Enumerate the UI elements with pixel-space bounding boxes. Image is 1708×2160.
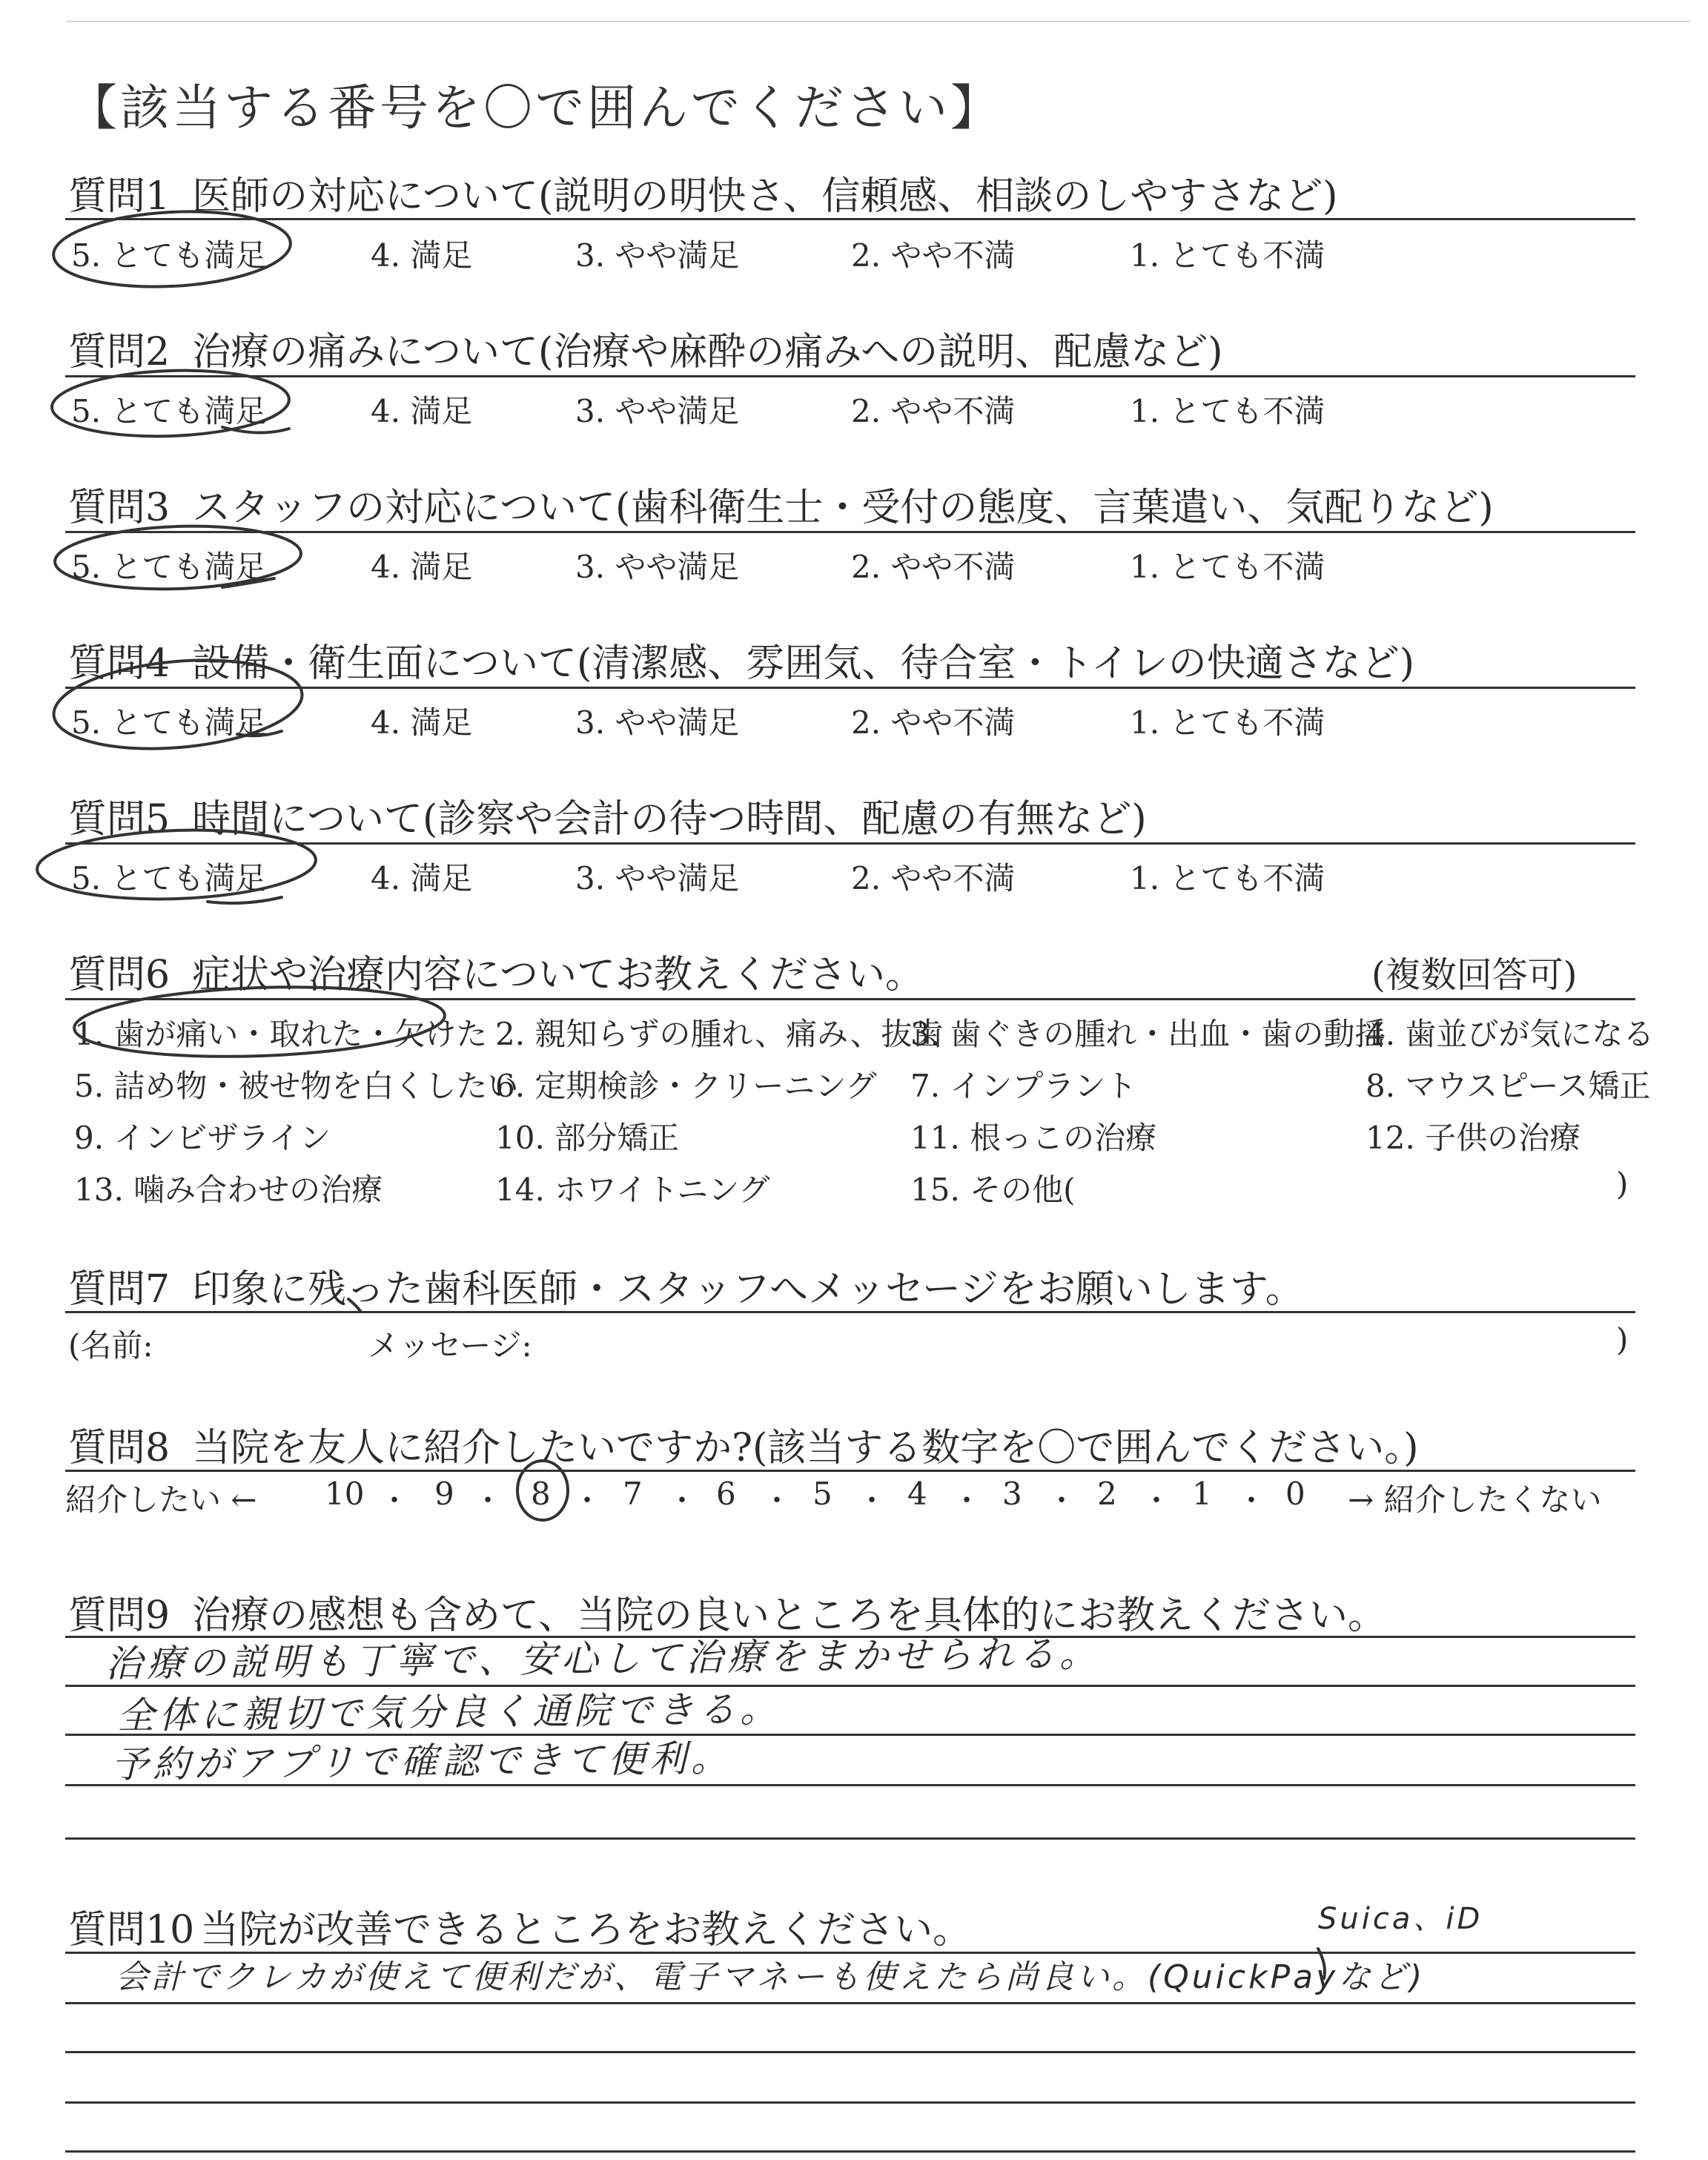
- question-title: [68, 1898, 971, 1954]
- option-2[interactable]: 2. やや不満: [851, 704, 1016, 741]
- question-title: [68, 320, 1223, 376]
- symptom-option-13[interactable]: 13. 噛み合わせの治療: [74, 1172, 383, 1208]
- symptom-option-15[interactable]: 15. その他(: [910, 1172, 1076, 1208]
- question-text: 時間について(診察や会計の待つ時間、配慮の有無など): [192, 797, 1147, 842]
- option-3[interactable]: 3. やや満足: [575, 237, 740, 274]
- rule: [65, 1311, 1635, 1313]
- option-2[interactable]: 2. やや不満: [851, 393, 1016, 429]
- scale-dot: ・: [473, 1484, 503, 1518]
- scale-4[interactable]: 4: [907, 1476, 927, 1512]
- option-2[interactable]: 2. やや不満: [851, 860, 1016, 896]
- scale-10[interactable]: 10: [325, 1476, 365, 1512]
- scale-6[interactable]: 6: [716, 1476, 736, 1512]
- question-title: [68, 165, 1338, 220]
- rule: [65, 531, 1635, 533]
- scale-dot: ・: [380, 1484, 409, 1518]
- rule: [65, 375, 1635, 377]
- multiple-answers-note: (複数回答可): [1371, 954, 1578, 996]
- option-2[interactable]: 2. やや不満: [851, 237, 1016, 274]
- question-number: 質問3: [68, 486, 171, 530]
- scale-2[interactable]: 2: [1097, 1476, 1117, 1512]
- option-4[interactable]: 4. 満足: [371, 237, 473, 274]
- symptom-option-9[interactable]: 9. インビザライン: [74, 1120, 331, 1156]
- question-text: 設備・衛生面について(清潔感、雰囲気、待合室・トイレの快適さなど): [192, 641, 1415, 686]
- question-title: [68, 787, 1147, 843]
- rule: [65, 2002, 1635, 2004]
- other-close-paren: ): [1616, 1166, 1629, 1202]
- symptom-option-11[interactable]: 11. 根っこの治療: [910, 1120, 1157, 1156]
- option-5[interactable]: 5. とても満足: [71, 237, 267, 274]
- handwritten-answer-line: 全体に親切で気分良く通院できる。: [116, 1687, 782, 1737]
- question-text: 治療の感想も含めて、当院の良いところを具体的にお教えください。: [192, 1593, 1387, 1638]
- option-5[interactable]: 5. とても満足: [71, 704, 267, 741]
- option-4[interactable]: 4. 満足: [371, 393, 473, 429]
- option-1[interactable]: 1. とても不満: [1130, 237, 1325, 274]
- handwritten-answer-line: 会計でクレカが使えて便利だが、電子マネーも使えたら尚良い。(QuickPayなど): [116, 1958, 1426, 1996]
- option-3[interactable]: 3. やや満足: [575, 393, 740, 429]
- option-5[interactable]: 5. とても満足: [71, 860, 267, 896]
- question-text: スタッフの対応について(歯科衛生士・受付の態度、言葉遣い、気配りなど): [192, 486, 1494, 530]
- question-title: [68, 1416, 1419, 1472]
- option-1[interactable]: 1. とても不満: [1130, 860, 1325, 896]
- message-close-paren: ): [1616, 1321, 1629, 1358]
- rule: [65, 998, 1635, 1000]
- option-1[interactable]: 1. とても不満: [1130, 393, 1325, 429]
- option-5[interactable]: 5. とても満足: [71, 549, 267, 585]
- question-number: 質問4: [68, 641, 171, 686]
- question-title: [68, 476, 1494, 532]
- symptom-option-8[interactable]: 8. マウスピース矯正: [1366, 1068, 1651, 1104]
- question-number: 質問9: [68, 1593, 171, 1638]
- scale-dot: ・: [1142, 1484, 1171, 1518]
- question-number: 質問8: [68, 1426, 171, 1470]
- scale-5[interactable]: 5: [812, 1476, 833, 1512]
- option-2[interactable]: 2. やや不満: [851, 549, 1016, 585]
- scale-dot: ・: [857, 1484, 887, 1518]
- question-text: 当院が改善できるところをお教えください。: [200, 1908, 972, 1952]
- rule: [65, 1470, 1635, 1472]
- handwritten-note: Suica、iD: [1318, 1902, 1483, 1936]
- rule: [65, 218, 1635, 220]
- scale-dot: ・: [762, 1484, 792, 1518]
- scale-9[interactable]: 9: [434, 1476, 454, 1512]
- option-4[interactable]: 4. 満足: [371, 549, 473, 585]
- question-title: [68, 632, 1414, 687]
- symptom-option-4[interactable]: 4. 歯並びが気になる: [1366, 1016, 1655, 1052]
- symptom-option-2[interactable]: 2. 親知らずの腫れ、痛み、抜歯: [495, 1016, 944, 1052]
- rule: [65, 842, 1635, 845]
- question-number: 質問1: [68, 174, 171, 219]
- name-field-label: (名前:: [68, 1327, 153, 1364]
- option-1[interactable]: 1. とても不満: [1130, 704, 1325, 741]
- recommend-left-label: 紹介したい ←: [65, 1482, 257, 1518]
- handwritten-answer-line: 治療の説明も丁寧で、安心して治療をまかせられる。: [105, 1631, 1102, 1685]
- question-text: 印象に残った歯科医師・スタッフへメッセージをお願いします。: [192, 1267, 1304, 1312]
- symptom-option-12[interactable]: 12. 子供の治療: [1366, 1120, 1581, 1156]
- question-number: 質問6: [68, 953, 171, 997]
- scale-dot: ・: [1237, 1484, 1266, 1518]
- symptom-option-10[interactable]: 10. 部分矯正: [495, 1120, 680, 1156]
- question-number: 質問7: [68, 1267, 171, 1312]
- question-title: [68, 943, 924, 999]
- option-3[interactable]: 3. やや満足: [575, 704, 740, 741]
- scale-7[interactable]: 7: [623, 1476, 643, 1512]
- option-3[interactable]: 3. やや満足: [575, 549, 740, 585]
- scale-dot: ・: [1047, 1484, 1076, 1518]
- symptom-option-14[interactable]: 14. ホワイトニング: [495, 1172, 770, 1208]
- question-number: 質問2: [68, 330, 171, 374]
- scale-dot: ・: [667, 1484, 697, 1518]
- handwritten-answer-line: 予約がアプリで確認できて便利。: [110, 1737, 733, 1786]
- question-text: 医師の対応について(説明の明快さ、信頼感、相談のしやすさなど): [192, 174, 1338, 219]
- question-text: 当院を友人に紹介したいですか?(該当する数字を〇で囲んでください。): [192, 1426, 1419, 1470]
- instruction-header: 【該当する番号を〇で囲んでください】: [68, 79, 1002, 136]
- scale-0[interactable]: 0: [1285, 1476, 1305, 1512]
- rule: [65, 1837, 1635, 1840]
- option-1[interactable]: 1. とても不満: [1130, 549, 1325, 585]
- scale-dot: ・: [952, 1484, 982, 1518]
- option-4[interactable]: 4. 満足: [371, 704, 473, 741]
- question-number: 質問5: [68, 797, 171, 842]
- option-4[interactable]: 4. 満足: [371, 860, 473, 896]
- symptom-option-7[interactable]: 7. インプラント: [910, 1068, 1137, 1104]
- rule: [65, 2150, 1635, 2153]
- question-title: [68, 1258, 1304, 1313]
- symptom-option-1[interactable]: 1. 歯が痛い・取れた・欠けた: [74, 1016, 488, 1052]
- question-number: 質問10: [68, 1908, 195, 1952]
- rule: [65, 2051, 1635, 2053]
- symptom-option-6[interactable]: 6. 定期検診・クリーニング: [495, 1068, 877, 1104]
- option-5[interactable]: 5. とても満足: [71, 393, 267, 429]
- scale-3[interactable]: 3: [1002, 1476, 1022, 1512]
- recommend-right-label: → 紹介したくない: [1348, 1482, 1602, 1518]
- message-field-label: メッセージ:: [368, 1327, 532, 1364]
- question-text: 治療の痛みについて(治療や麻酔の痛みへの説明、配慮など): [192, 330, 1223, 374]
- rule: [65, 2101, 1635, 2104]
- option-3[interactable]: 3. やや満足: [575, 860, 740, 896]
- rule: [65, 687, 1635, 689]
- symptom-option-5[interactable]: 5. 詰め物・被せ物を白くしたい: [74, 1068, 519, 1104]
- scale-dot: ・: [572, 1484, 602, 1518]
- scale-8[interactable]: 8: [531, 1476, 551, 1512]
- top-border: [67, 21, 1690, 22]
- question-text: 症状や治療内容についてお教えください。: [192, 953, 924, 997]
- scale-1[interactable]: 1: [1192, 1476, 1212, 1512]
- symptom-option-3[interactable]: 3. 歯ぐきの腫れ・出血・歯の動揺: [910, 1016, 1386, 1052]
